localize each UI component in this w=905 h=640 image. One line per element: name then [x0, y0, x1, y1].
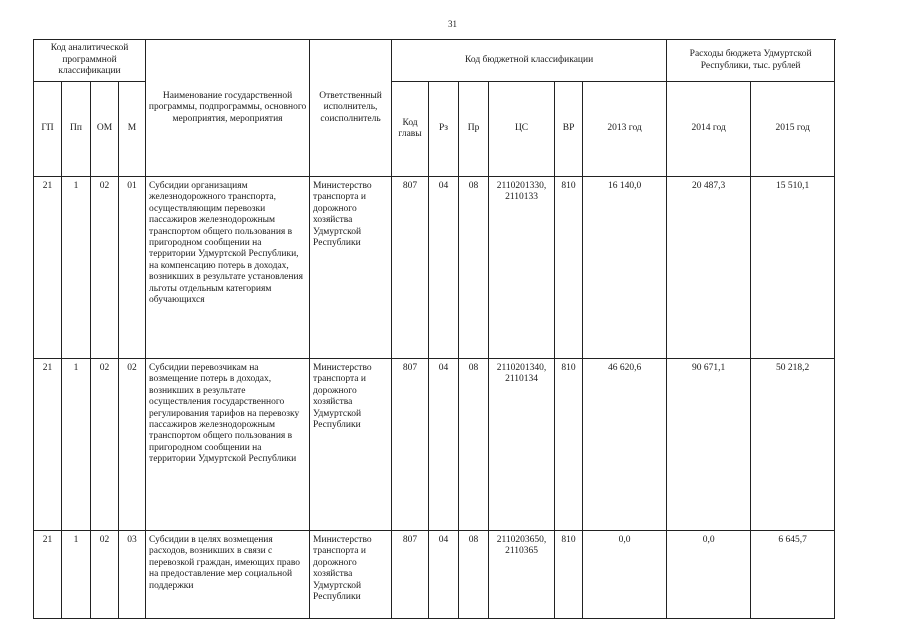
row-om: 02 [91, 177, 119, 359]
row-name: Субсидии в целях возмещения расходов, возникших в связи с перевозкой граждан, имеющих право на предоставление мер социальной поддержки [146, 531, 310, 619]
row-executor: Министерство транспорта и дорожного хозяйства Удмуртской Республики [310, 177, 392, 359]
row-executor: Министерство транспорта и дорожного хозяйства Удмуртской Республики [310, 359, 392, 531]
header-gp: ГП [34, 82, 62, 177]
row-2013: 0,0 [583, 531, 667, 619]
row-kod-glavy: 807 [392, 177, 429, 359]
row-vr: 810 [555, 359, 583, 531]
header-budget-code: Код бюджетной классификации [392, 40, 667, 82]
row-vr: 810 [555, 531, 583, 619]
table-row [34, 177, 835, 359]
row-2014: 90 671,1 [667, 359, 751, 531]
header-row-top [34, 40, 835, 82]
row-rz: 04 [429, 531, 459, 619]
row-pr: 08 [459, 531, 489, 619]
header-om: ОМ [91, 82, 119, 177]
row-pr: 08 [459, 177, 489, 359]
header-vr: ВР [555, 82, 583, 177]
row-name: Субсидии организациям железнодорожного транспорта, осуществляющим перевозки пассажиров железнодорожным транспортом общего пользования в пригородном сообщении на территории Удмуртской Республики, на компенсацию потерь в доходах, возникших в результате установления льготы отдельным категориям обучающихся [146, 177, 310, 359]
header-pp: Пп [62, 82, 91, 177]
page-number: 31 [448, 19, 457, 29]
row-2014: 20 487,3 [667, 177, 751, 359]
header-kod-glavy: Код главы [392, 82, 429, 177]
row-vr: 810 [555, 177, 583, 359]
row-pp: 1 [62, 359, 91, 531]
header-year-2015: 2015 год [751, 82, 835, 177]
row-2015: 15 510,1 [751, 177, 835, 359]
row-executor: Министерство транспорта и дорожного хозяйства Удмуртской Республики [310, 531, 392, 619]
header-year-2014: 2014 год [667, 82, 751, 177]
row-gp: 21 [34, 177, 62, 359]
table-row [34, 531, 835, 619]
header-program-name: Наименование государственной программы, подпрограммы, основного мероприятия, мероприятия [146, 40, 310, 177]
row-pp: 1 [62, 531, 91, 619]
budget-table [33, 39, 835, 619]
row-rz: 04 [429, 177, 459, 359]
table-row [34, 359, 835, 531]
row-pr: 08 [459, 359, 489, 531]
row-cs: 2110201340, 2110134 [489, 359, 555, 531]
row-kod-glavy: 807 [392, 531, 429, 619]
row-om: 02 [91, 359, 119, 531]
row-pp: 1 [62, 177, 91, 359]
row-2013: 16 140,0 [583, 177, 667, 359]
row-2014: 0,0 [667, 531, 751, 619]
row-cs: 2110203650, 2110365 [489, 531, 555, 619]
header-executor: Ответственный исполнитель, соисполнитель [310, 40, 392, 177]
row-gp: 21 [34, 531, 62, 619]
header-year-2013: 2013 год [583, 82, 667, 177]
row-gp: 21 [34, 359, 62, 531]
header-pr: Пр [459, 82, 489, 177]
row-rz: 04 [429, 359, 459, 531]
row-name: Субсидии перевозчикам на возмещение потерь в доходах, возникших в результате осуществления государственного регулирования тарифов на перевозку пассажиров железнодорожным транспортом общего пользования в пригородном сообщении на территории Удмуртской Республики [146, 359, 310, 531]
row-2015: 6 645,7 [751, 531, 835, 619]
row-m: 03 [119, 531, 146, 619]
row-cs: 2110201330, 2110133 [489, 177, 555, 359]
header-m: М [119, 82, 146, 177]
row-m: 01 [119, 177, 146, 359]
row-2013: 46 620,6 [583, 359, 667, 531]
row-2015: 50 218,2 [751, 359, 835, 531]
header-cs: ЦС [489, 82, 555, 177]
row-om: 02 [91, 531, 119, 619]
row-kod-glavy: 807 [392, 359, 429, 531]
header-expenses: Расходы бюджета Удмуртской Республики, тыс. рублей [667, 40, 835, 82]
header-analytic-code: Код аналитической программной классификации [34, 40, 146, 82]
header-rz: Рз [429, 82, 459, 177]
row-m: 02 [119, 359, 146, 531]
